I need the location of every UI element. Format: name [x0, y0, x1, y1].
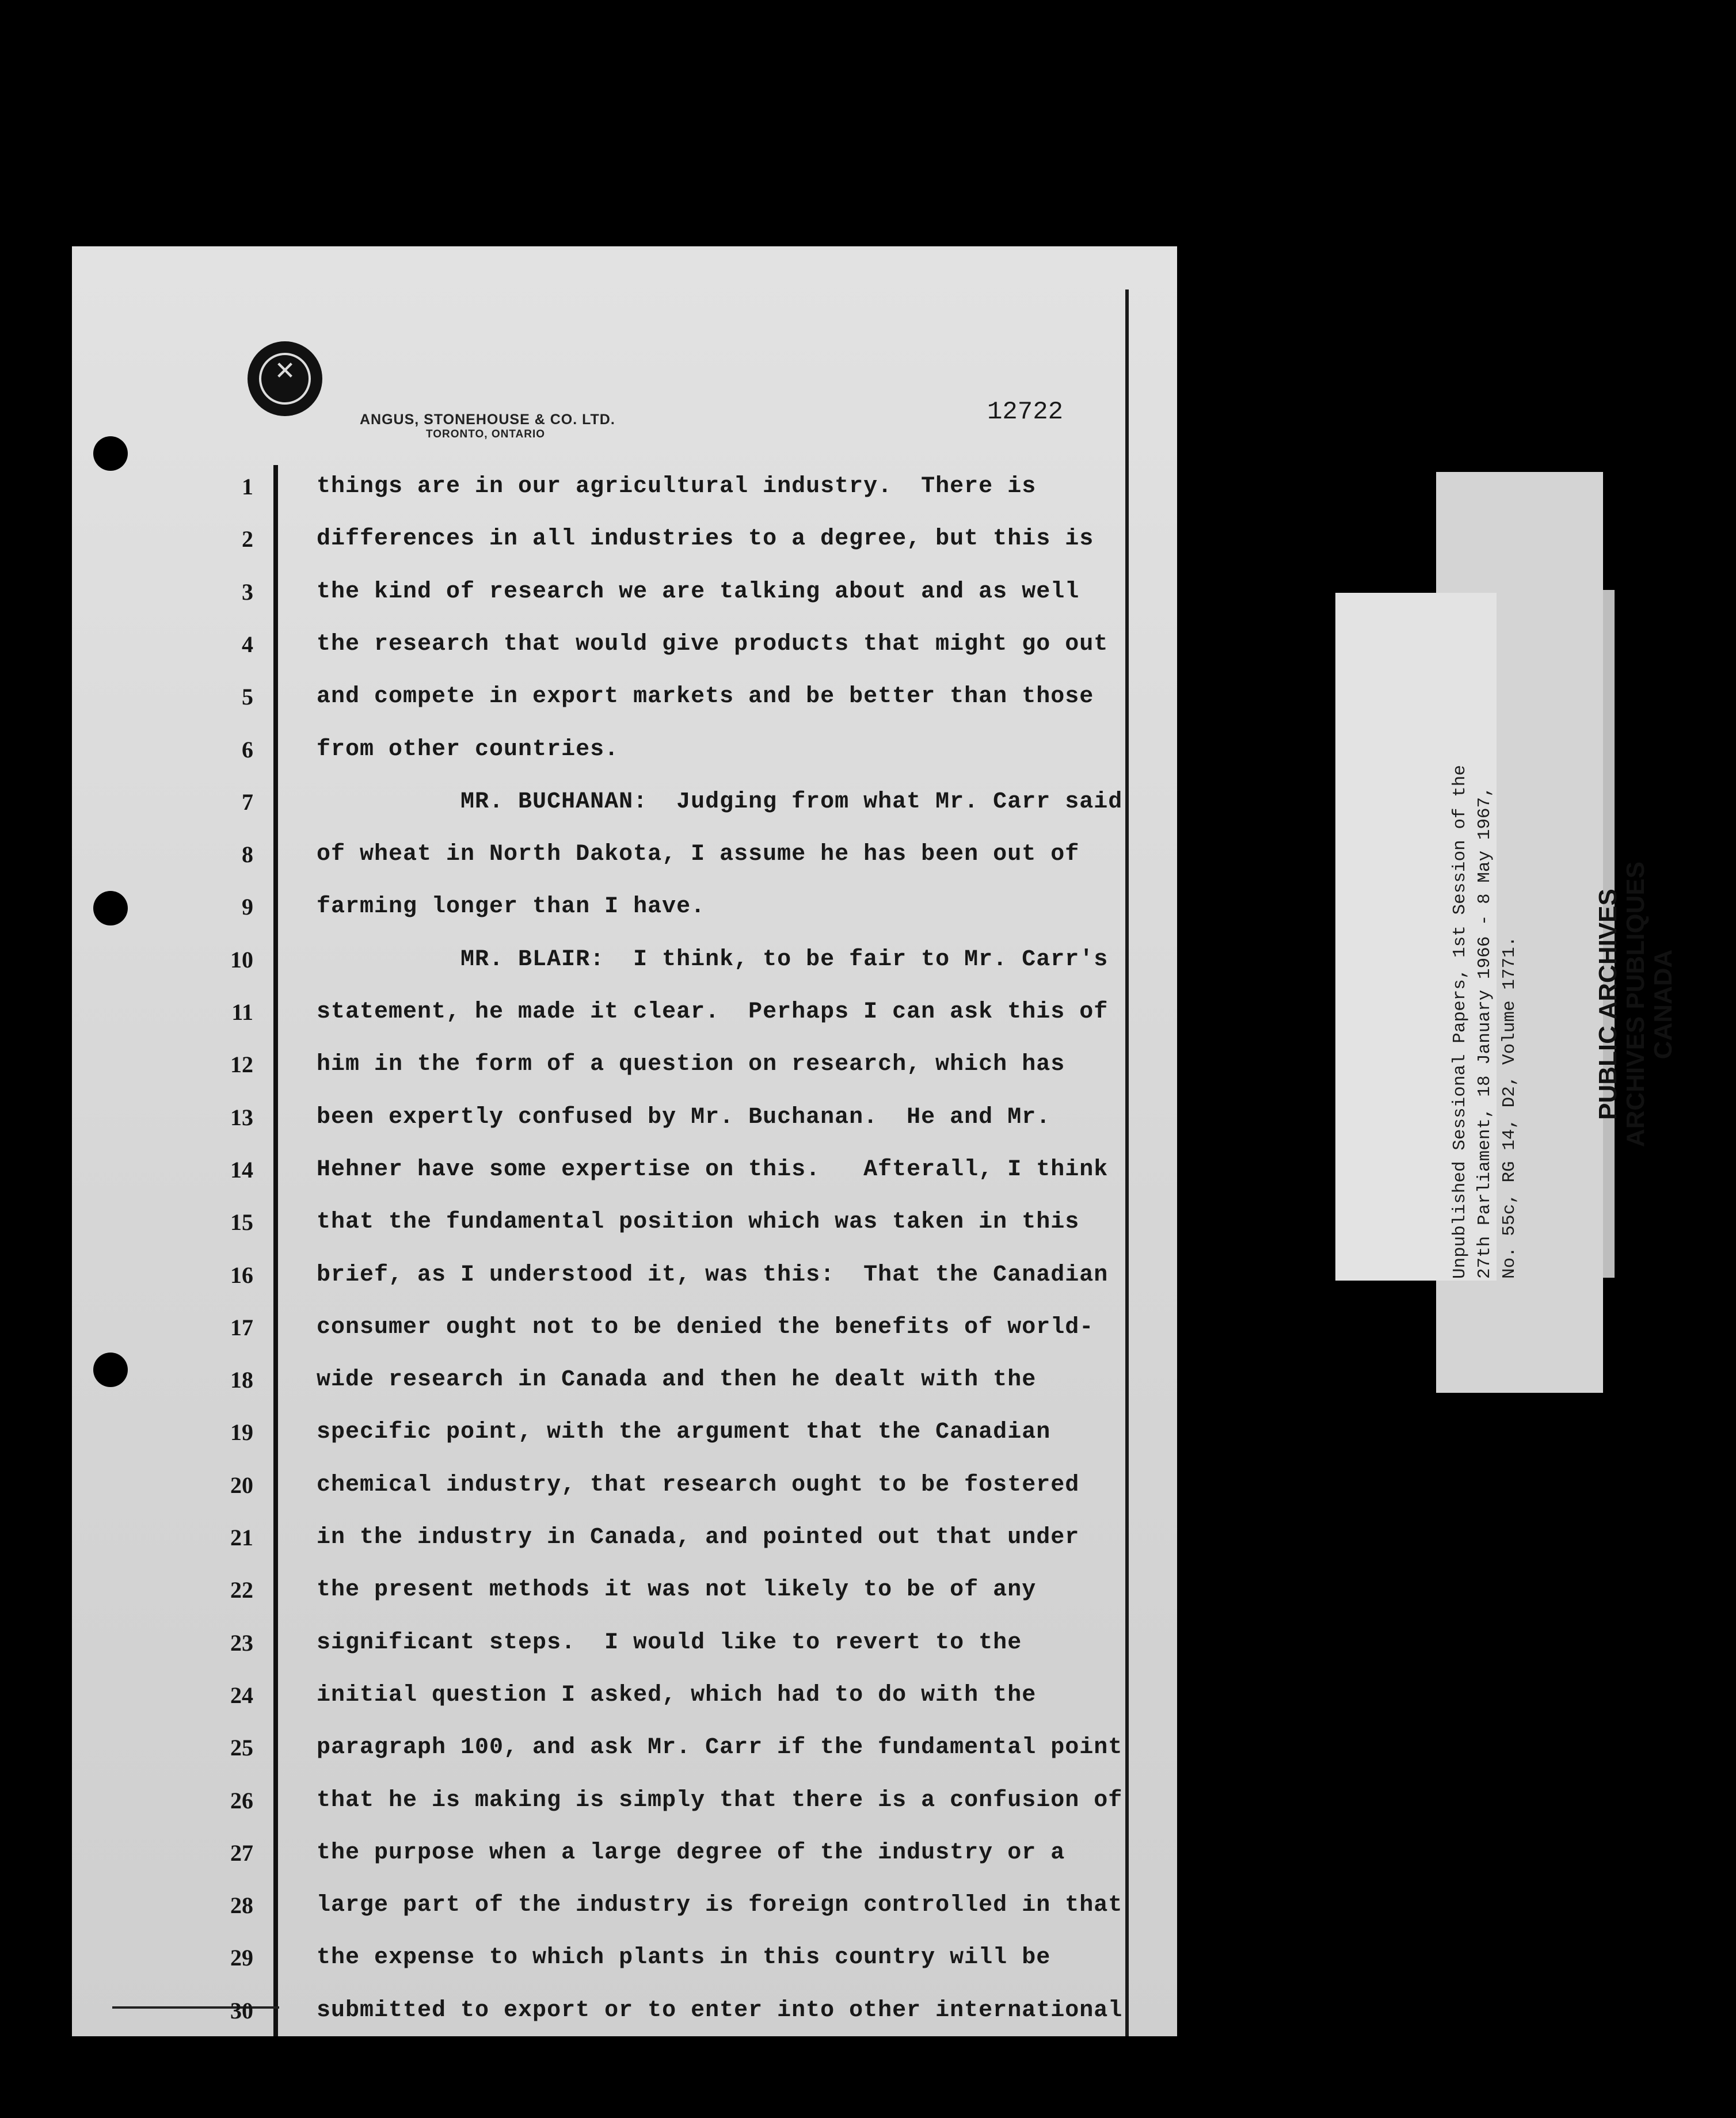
- transcript-line: chemical industry, that research ought to be fostered: [317, 1472, 1080, 1498]
- line-number: 5: [242, 684, 253, 710]
- transcript-line: wide research in Canada and then he dealt with the: [317, 1367, 1037, 1393]
- transcript-line: been expertly confused by Mr. Buchanan. He and Mr.: [317, 1104, 1051, 1130]
- line-number: 1: [242, 474, 253, 500]
- citation-line: No. 55c, RG 14, D2, Volume 1771.: [1499, 936, 1520, 1279]
- stamp-line: CANADA: [1649, 949, 1677, 1060]
- line-number: 19: [230, 1419, 253, 1445]
- line-number: 9: [242, 894, 253, 920]
- transcript-line: the research that would give products that might go out: [317, 631, 1109, 657]
- transcript-line: specific point, with the argument that the Canadian: [317, 1419, 1051, 1445]
- transcript-line: from other countries.: [317, 737, 619, 763]
- line-number: 16: [230, 1262, 253, 1288]
- transcript-line: in the industry in Canada, and pointed out that under: [317, 1525, 1080, 1551]
- transcript-line: initial question I asked, which had to do with the: [317, 1682, 1037, 1708]
- line-number: 29: [230, 1945, 253, 1971]
- line-number: 27: [230, 1840, 253, 1866]
- transcript-line: Hehner have some expertise on this. Afterall, I think: [317, 1157, 1109, 1183]
- punch-hole: [93, 891, 128, 925]
- line-number: 13: [230, 1104, 253, 1130]
- archive-stamp: [1594, 745, 1727, 1263]
- transcript-line: significant steps. I would like to revert to the: [317, 1630, 1022, 1656]
- punch-hole: [93, 1353, 128, 1387]
- stamp-line: PUBLIC ARCHIVES: [1594, 889, 1622, 1120]
- line-number: 23: [230, 1630, 253, 1656]
- line-number: 3: [242, 579, 253, 605]
- transcript-line: statement, he made it clear. Perhaps I can ask this of: [317, 999, 1109, 1025]
- line-number: 14: [230, 1157, 253, 1183]
- transcript-line: things are in our agricultural industry. There is: [317, 474, 1037, 500]
- line-number: 26: [230, 1788, 253, 1814]
- line-number: 4: [242, 631, 253, 657]
- transcript-line: farming longer than I have.: [317, 894, 706, 920]
- transcript-line: differences in all industries to a degree, but this is: [317, 526, 1094, 552]
- right-margin-rule: [1125, 289, 1129, 2036]
- line-number: 30: [230, 1998, 253, 2024]
- punch-hole: [93, 436, 128, 471]
- line-number: 12: [230, 1052, 253, 1077]
- transcript-line: large part of the industry is foreign controlled in that: [317, 1892, 1123, 1918]
- transcript-line: the expense to which plants in this country will be: [317, 1945, 1051, 1971]
- line-number: 10: [230, 947, 253, 973]
- line-number: 18: [230, 1367, 253, 1393]
- line-number: 15: [230, 1209, 253, 1235]
- line-number: 7: [242, 789, 253, 815]
- line-number: 17: [230, 1315, 253, 1340]
- line-number: 25: [230, 1735, 253, 1761]
- archive-citation-text: [1448, 600, 1520, 1279]
- transcript-line: submitted to export or to enter into other international: [317, 1998, 1123, 2024]
- letterhead-city: TORONTO, ONTARIO: [426, 428, 546, 440]
- transcript-line: MR. BUCHANAN: Judging from what Mr. Carr said: [317, 789, 1123, 815]
- transcription-member-seal-icon: [248, 341, 322, 416]
- transcript-line: the present methods it was not likely to be of any: [317, 1577, 1037, 1603]
- stamp-line: ARCHIVES PUBLIQUES: [1621, 861, 1650, 1148]
- citation-line: 27th Parliament, 18 January 1966 - 8 May 1967,: [1475, 786, 1495, 1279]
- transcript-line: paragraph 100, and ask Mr. Carr if the fundamental point: [317, 1735, 1123, 1761]
- letterhead-company: ANGUS, STONEHOUSE & CO. LTD.: [360, 412, 615, 428]
- line-number: 20: [230, 1472, 253, 1498]
- line-number: 28: [230, 1892, 253, 1918]
- transcript-line: of wheat in North Dakota, I assume he has been out of: [317, 841, 1080, 867]
- letterhead: [360, 412, 648, 441]
- line-number: 2: [242, 526, 253, 552]
- line-number: 11: [231, 999, 253, 1025]
- transcript-line: and compete in export markets and be better than those: [317, 684, 1094, 710]
- transcript-line: the purpose when a large degree of the industry or a: [317, 1840, 1065, 1866]
- transcript-line: that the fundamental position which was taken in this: [317, 1209, 1080, 1235]
- transcript-line: him in the form of a question on research, which has: [317, 1052, 1065, 1077]
- line-number: 21: [230, 1525, 253, 1551]
- transcript-line: the kind of research we are talking about and as well: [317, 579, 1080, 605]
- transcript-line: MR. BLAIR: I think, to be fair to Mr. Carr's: [317, 947, 1109, 973]
- transcript-line: brief, as I understood it, was this: That the Canadian: [317, 1262, 1109, 1288]
- line-number: 22: [230, 1577, 253, 1603]
- page-number: 12722: [987, 398, 1064, 426]
- citation-line: Unpublished Sessional Papers, 1st Session of the: [1450, 765, 1470, 1279]
- line-number: 24: [230, 1682, 253, 1708]
- line-number-margin-rule: [273, 465, 278, 2036]
- transcript-page: [72, 246, 1177, 2036]
- transcript-line: that he is making is simply that there is a confusion of: [317, 1788, 1123, 1814]
- transcript-line: consumer ought not to be denied the benefits of world-: [317, 1315, 1094, 1340]
- line-number: 6: [242, 737, 253, 763]
- seal-glyph: ✕: [274, 356, 296, 386]
- line-number: 8: [242, 841, 253, 867]
